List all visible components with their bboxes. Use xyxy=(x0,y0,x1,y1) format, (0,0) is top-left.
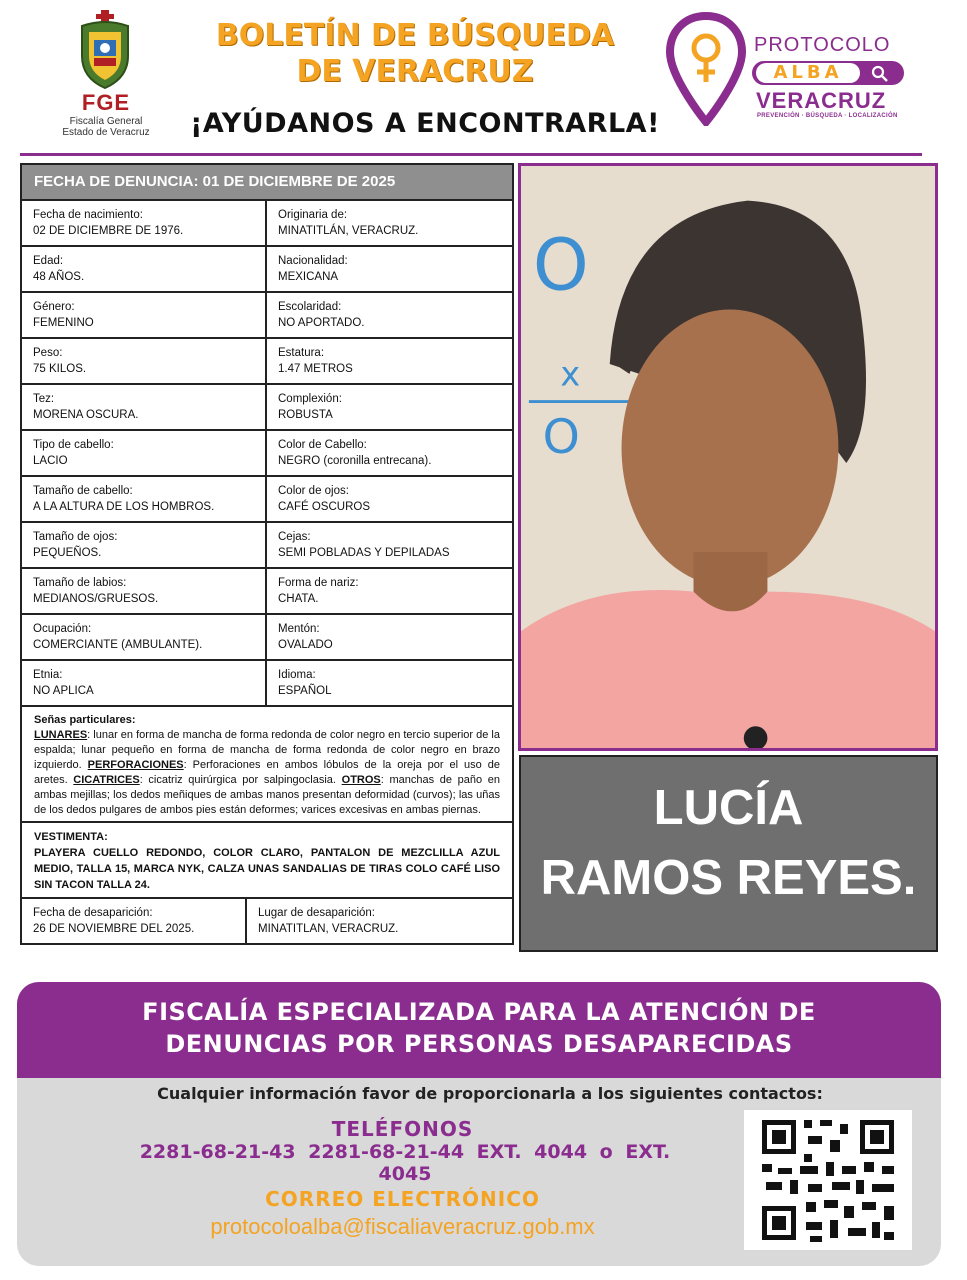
lunares-text: : lunar en forma de mancha de forma redonda de color negro en tercio superior de la espalda; lunar pequeño en forma de mancha de forma redonda de color negro en brazo izquierdo. xyxy=(34,729,500,771)
alba-logo-text: ALBA xyxy=(756,63,860,83)
table-cell: Mentón: OVALADO xyxy=(265,615,512,659)
email-heading: CORREO ELECTRÓNICO xyxy=(265,1187,540,1211)
vestimenta-title: VESTIMENTA: xyxy=(34,831,108,843)
perforaciones-text: : Perforaciones en ambos lóbulos de la oreja por el uso de aretes. xyxy=(34,759,500,786)
phone-numbers[interactable]: 2281-68-21-43 2281-68-21-44 EXT. 4044 o EXT. 4045 xyxy=(139,1141,671,1185)
table-cell: Nacionalidad: MEXICANA xyxy=(265,247,512,291)
report-date-header: FECHA DE DENUNCIA: 01 DE DICIEMBRE DE 2025 xyxy=(22,165,512,201)
contact-note: Cualquier información favor de proporcionarla a los siguientes contactos: xyxy=(157,1084,823,1103)
table-cell: Tez: MORENA OSCURA. xyxy=(33,393,139,421)
table-cell: Edad: 48 AÑOS. xyxy=(33,255,85,283)
table-row xyxy=(22,661,512,707)
agency-banner: FISCALÍA ESPECIALIZADA PARA LA ATENCIÓN DE DENUNCIAS POR PERSONAS DESAPARECIDAS xyxy=(17,982,941,1078)
email-link[interactable]: protocoloalba@fiscaliaveracruz.gob.mx xyxy=(210,1214,595,1239)
table-row xyxy=(22,247,512,293)
location-pin-female-icon xyxy=(666,12,746,126)
table-row xyxy=(22,569,512,615)
table-cell: Idioma: ESPAÑOL xyxy=(265,661,512,705)
disappearance-place: Lugar de desaparición: MINATITLAN, VERACRUZ. xyxy=(245,899,512,943)
phones-heading: TELÉFONOS xyxy=(331,1117,474,1141)
table-cell: Género: FEMENINO xyxy=(33,301,94,329)
senas-title: Señas particulares: xyxy=(34,714,136,726)
table-cell: Tamaño de cabello: A LA ALTURA DE LOS HOMBROS. xyxy=(33,485,215,513)
vestimenta-text: PLAYERA CUELLO REDONDO, COLOR CLARO, PANTALON DE MEZCLILLA AZUL MEDIO, TALLA 15, MARCA NYK, CALZA UNAS SANDALIAS DE TIRAS COLO CAFÉ LISO SIN TACON TALLA 24. xyxy=(34,847,500,891)
table-cell: Color de ojos: CAFÉ OSCUROS xyxy=(265,477,512,521)
page-subtitle: ¡AYÚDANOS A ENCONTRARLA! xyxy=(190,108,660,139)
otros-label: OTROS xyxy=(341,774,381,786)
person-name: LUCÍA RAMOS REYES. xyxy=(519,755,938,952)
table-cell: Forma de nariz: CHATA. xyxy=(265,569,512,613)
table-cell: Ocupación: COMERCIANTE (AMBULANTE). xyxy=(33,623,203,651)
alba-veracruz-text: VERACRUZ xyxy=(756,88,887,113)
table-cell: Tamaño de labios: MEDIANOS/GRUESOS. xyxy=(33,577,159,605)
otros-text: : manchas de paño en ambas mejillas; los dedos meñiques de ambas manos presentan deformidad (curvos); las uñas de los dedos pulgares de ambos pies están deformes; varices excesivas en ambas piernas. xyxy=(34,774,501,816)
table-row xyxy=(22,615,512,661)
table-row xyxy=(22,293,512,339)
table-row xyxy=(22,523,512,569)
alba-tagline: PREVENCIÓN · BÚSQUEDA · LOCALIZACIÓN xyxy=(757,113,898,119)
alba-protocolo-text: PROTOCOLO xyxy=(754,34,891,56)
table-cell: Etnia: NO APLICA xyxy=(33,669,94,697)
table-cell: Estatura: 1.47 METROS xyxy=(265,339,512,383)
cicatrices-text: : cicatriz quirúrgica por salpingoclasia. xyxy=(139,774,342,786)
table-row xyxy=(22,201,512,247)
table-cell: Color de Cabello: NEGRO (coronilla entrecana). xyxy=(265,431,512,475)
header-divider xyxy=(20,153,922,156)
table-row xyxy=(22,385,512,431)
person-info-table xyxy=(20,163,514,945)
distinguishing-marks xyxy=(22,707,512,823)
page-title: BOLETÍN DE BÚSQUEDA DE VERACRUZ xyxy=(215,18,615,89)
table-cell: Peso: 75 KILOS. xyxy=(33,347,87,375)
table-row xyxy=(22,899,512,943)
table-cell: Escolaridad: NO APORTADO. xyxy=(265,293,512,337)
svg-text:O: O xyxy=(532,223,589,307)
table-cell: Tamaño de ojos: PEQUEÑOS. xyxy=(33,531,118,559)
table-cell: Originaria de: MINATITLÁN, VERACRUZ. xyxy=(265,201,512,245)
search-icon xyxy=(868,62,892,84)
svg-text:x: x xyxy=(560,354,581,394)
perforaciones-label: PERFORACIONES xyxy=(87,759,184,771)
fge-subtitle: Fiscalía General Estado de Veracruz xyxy=(62,116,150,138)
svg-text:O: O xyxy=(542,409,580,466)
table-row xyxy=(22,431,512,477)
table-cell: Complexión: ROBUSTA xyxy=(265,385,512,429)
cicatrices-label: CICATRICES xyxy=(73,774,140,786)
fge-logo-text: FGE xyxy=(81,90,131,115)
veracruz-coat-of-arms-icon xyxy=(74,10,136,90)
person-photo xyxy=(518,163,938,751)
table-cell: Cejas: SEMI POBLADAS Y DEPILADAS xyxy=(265,523,512,567)
clothing-description xyxy=(22,823,512,899)
table-cell: Fecha de nacimiento: 02 DE DICIEMBRE DE 1976. xyxy=(33,209,184,237)
qr-code-icon[interactable] xyxy=(744,1110,912,1250)
table-cell: Tipo de cabello: LACIO xyxy=(33,439,114,467)
disappearance-date: Fecha de desaparición: 26 DE NOVIEMBRE DEL 2025. xyxy=(33,907,195,935)
table-row xyxy=(22,339,512,385)
table-row xyxy=(22,477,512,523)
lunares-label: LUNARES xyxy=(34,729,88,741)
